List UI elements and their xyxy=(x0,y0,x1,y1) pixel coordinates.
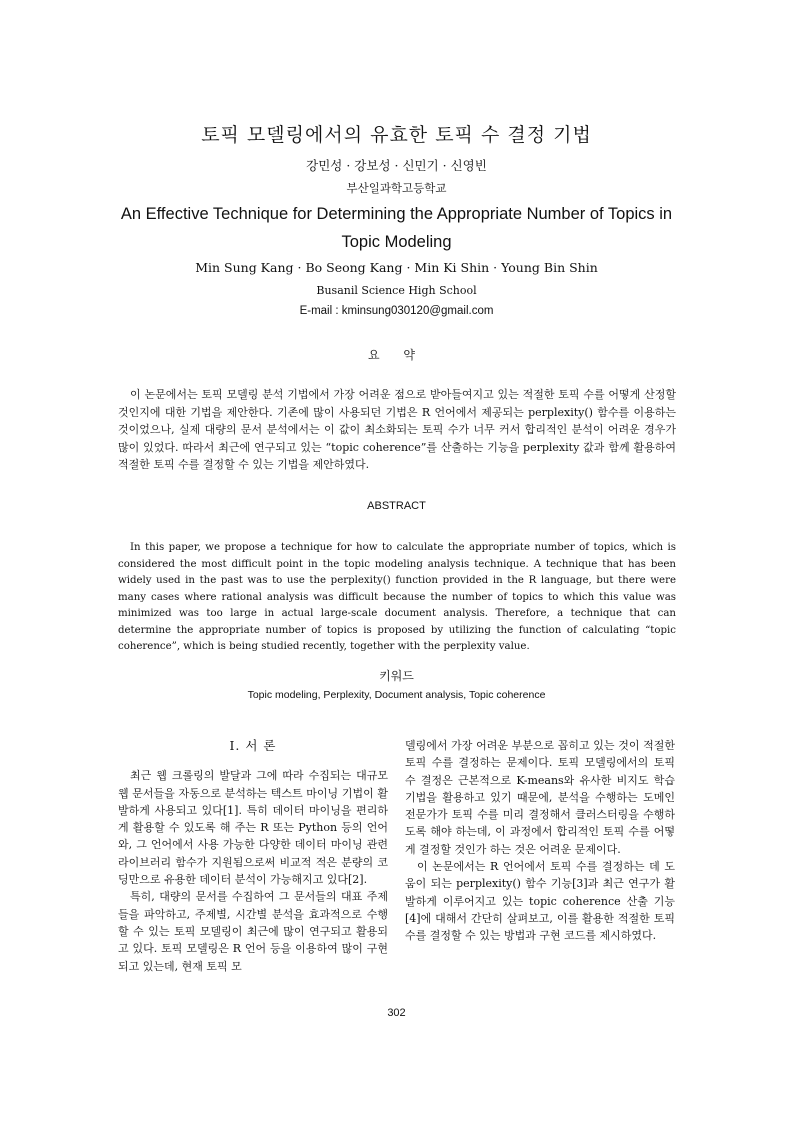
paper-title-english-text: An Effective Technique for Determining the Appropriate Number of Topics in Topic Modeling xyxy=(120,205,673,251)
paper-title-english xyxy=(0,200,793,256)
intro-paragraph-2: 특히, 대량의 문서를 수집하여 그 문서들의 대표 주제들을 파악하고, 주제별, 시간별 분석을 효과적으로 수행할 수 있는 토픽 모델링이 최근에 많이 연구되고 활용되고 있다. 토픽 모델링은 R 언어 등을 이용하여 많이 구현되고 있는데, 현재 토픽 모 xyxy=(118,890,388,973)
page-number: 302 xyxy=(387,1007,406,1019)
intro-paragraph-2-continued: 델링에서 가장 어려운 부분으로 꼽히고 있는 것이 적절한 토픽 수를 결정하는 문제이다. 토픽 모델링에서의 토픽 수 결정은 근본적으로 K-means와 유사한 비지도 학습 기법을 활용하고 있기 때문에, 분석을 수행하는 도메인 전문가가 토픽 수를 미리 결정해서 클러스터링을 수행하도록 해야 하는데, 이 과정에서 합리적인 토픽 수를 어떻게 결정할 것인가 하는 것은 어려운 문제이다. xyxy=(405,739,675,856)
intro-paragraph-1: 최근 웹 크롤링의 발달과 그에 따라 수집되는 대규모 웹 문서들을 자동으로 분석하는 텍스트 마이닝 기법이 활발하게 사용되고 있다[1]. 특히 데이터 마이닝을 편리하게 활용할 수 있도록 해 주는 R 또는 Python 등의 언어와, 그 언어에서 사용 가능한 다양한 데이터 마이닝 관련 라이브러리 함수가 지원됨으로써 비교적 적은 분량의 코딩만으로 유용한 데이터 분석이 가능해지고 있다[2]. xyxy=(118,769,388,887)
abstract-english-heading: ABSTRACT xyxy=(367,500,426,512)
abstract-korean-heading: 요 약 xyxy=(368,348,425,362)
paper-title-korean: 토픽 모델링에서의 유효한 토픽 수 결정 기법 xyxy=(201,124,592,146)
keywords-list: Topic modeling, Perplexity, Document analysis, Topic coherence xyxy=(247,689,546,701)
body-column-right xyxy=(405,737,675,945)
authors-korean: 강민성 · 강보성 · 신민기 · 신영빈 xyxy=(306,158,487,173)
body-column-left xyxy=(118,737,388,975)
abstract-english-text: In this paper, we propose a technique for how to calculate the appropriate number of topics, which is considered the most difficult point in the topic modeling analysis technique. A technique that has been widely used in the past was to use the perplexity() function provided in the R language, but there were many cases where rational analysis was difficult because the number of topics to which this value was minimized was too large in actual large-scale document analysis. Therefore, a technique that can determine the appropriate number of topics is proposed by utilizing the function of calculating “topic coherence”, which is being studied recently, together with the perplexity value. xyxy=(118,542,676,652)
section-heading-introduction: Ⅰ. 서 론 xyxy=(229,738,277,753)
intro-paragraph-3: 이 논문에서는 R 언어에서 토픽 수를 결정하는 데 도움이 되는 perplexity() 함수 기능[3]과 최근 연구가 활발하게 이루어지고 있는 topic coherence 산출 기능[4]에 대해서 간단히 살펴보고, 이를 활용한 적절한 토픽 수를 결정할 수 있는 방법과 구현 코드를 제시하였다. xyxy=(405,860,675,943)
abstract-korean-text: 이 논문에서는 토픽 모델링 분석 기법에서 가장 어려운 점으로 받아들여지고 있는 적절한 토픽 수를 어떻게 산정할 것인지에 대한 기법을 제안한다. 기존에 많이 사용되던 기법은 R 언어에서 제공되는 perplexity() 함수를 이용하는 것이었으나, 실제 대량의 문서 분석에서는 이 값이 최소화되는 토픽 수가 너무 커서 합리적인 분석이 어려운 경우가 많이 있었다. 따라서 최근에 연구되고 있는 “topic coherence”를 산출하는 기능을 perplexity 값과 함께 활용하여 적절한 토픽 수를 결정할 수 있는 기법을 제안하였다. xyxy=(118,388,676,471)
keywords-heading: 키워드 xyxy=(379,669,414,683)
authors-english: Min Sung Kang · Bo Seong Kang · Min Ki Shin · Young Bin Shin xyxy=(195,260,598,275)
affiliation-english: Busanil Science High School xyxy=(316,284,477,297)
affiliation-korean: 부산일과학고등학교 xyxy=(346,181,447,195)
author-email: E-mail : kminsung030120@gmail.com xyxy=(299,305,494,317)
